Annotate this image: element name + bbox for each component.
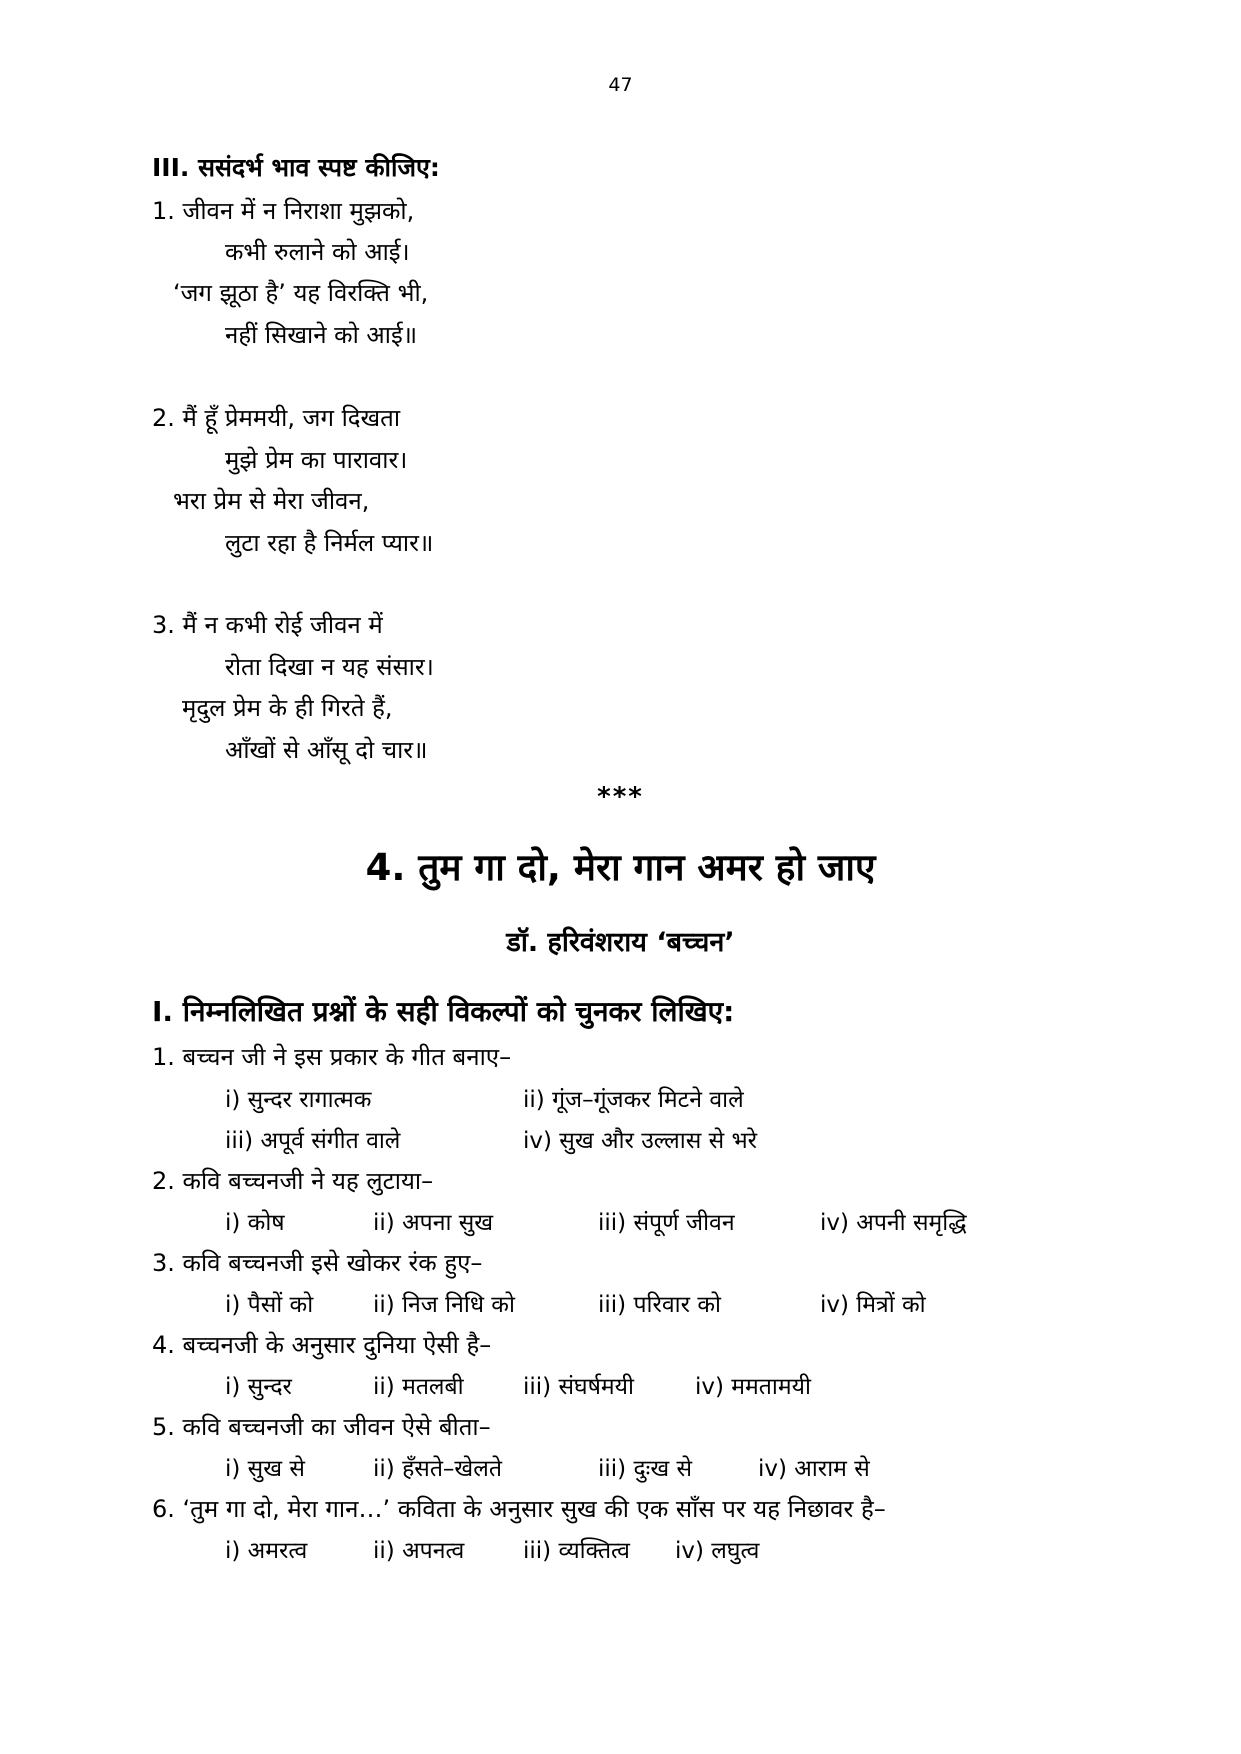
stanza3-line3: मृदुल प्रेम के ही गिरते हैं, (182, 694, 393, 722)
stanza3-line1: 3. मैं न कभी रोई जीवन में (152, 611, 383, 639)
q2-option-1: i) कोष (225, 1210, 285, 1236)
chapter-author: डॉ. हरिवंशराय ‘बच्चन’ (506, 927, 735, 958)
section1-heading: I. निम्नलिखित प्रश्नों के सही विकल्पों को चुनकर लिखिए: (152, 995, 735, 1028)
q1-option-1: i) सुन्दर रागात्मक (225, 1087, 372, 1113)
stanza3-line2: रोता दिखा न यह संसार। (225, 653, 434, 681)
q3-option-1: i) पैसों को (225, 1292, 314, 1318)
q4-option-4: iv) ममतामयी (695, 1374, 811, 1400)
q2-option-4: iv) अपनी समृद्धि (820, 1210, 967, 1236)
q3-option-4: iv) मित्रों को (820, 1292, 926, 1318)
stanza1-line4: नहीं सिखाने को आई॥ (225, 321, 418, 349)
question-5: 5. कवि बच्चनजी का जीवन ऐसे बीता– (152, 1413, 491, 1441)
q3-option-3: iii) परिवार को (598, 1292, 721, 1318)
q1-option-4: iv) सुख और उल्लास से भरे (523, 1128, 758, 1154)
stanza1-line1: 1. जीवन में न निराशा मुझको, (152, 197, 415, 225)
q1-option-2: ii) गूंज–गूंजकर मिटने वाले (523, 1087, 744, 1113)
question-2: 2. कवि बच्चनजी ने यह लुटाया– (152, 1167, 434, 1195)
stanza2-line1: 2. मैं हूँ प्रेममयी, जग दिखता (152, 404, 401, 432)
stanza1-line2: कभी रुलाने को आई। (225, 238, 410, 266)
q4-option-2: ii) मतलबी (373, 1374, 464, 1400)
q6-option-1: i) अमरत्व (225, 1538, 308, 1564)
section3-heading: III. ससंदर्भ भाव स्पष्ट कीजिए: (152, 153, 440, 182)
q5-option-4: iv) आराम से (758, 1456, 870, 1482)
q5-option-3: iii) दुःख से (598, 1456, 692, 1482)
q6-option-4: iv) लघुत्व (675, 1538, 760, 1564)
q5-option-2: ii) हँसते–खेलते (373, 1456, 502, 1482)
q4-option-3: iii) संघर्षमयी (523, 1374, 634, 1400)
stanza3-line4: आँखों से आँसू दो चार॥ (225, 736, 428, 764)
q6-option-2: ii) अपनत्व (373, 1538, 465, 1564)
q5-option-1: i) सुख से (225, 1456, 305, 1482)
question-3: 3. कवि बच्चनजी इसे खोकर रंक हुए– (152, 1249, 483, 1277)
q6-option-3: iii) व्यक्तित्व (523, 1538, 630, 1564)
q4-option-1: i) सुन्दर (225, 1374, 292, 1400)
question-6: 6. ‘तुम गा दो, मेरा गान…’ कविता के अनुसार सुख की एक साँस पर यह निछावर है– (152, 1495, 886, 1523)
stanza2-line4: लुटा रहा है निर्मल प्यार॥ (225, 529, 434, 557)
chapter-title: 4. तुम गा दो, मेरा गान अमर हो जाए (365, 846, 876, 889)
stanza1-line3: ‘जग झूठा है’ यह विरक्ति भी, (173, 279, 429, 307)
q1-option-3: iii) अपूर्व संगीत वाले (225, 1128, 401, 1154)
separator-stars: *** (597, 782, 644, 812)
question-1: 1. बच्चन जी ने इस प्रकार के गीत बनाए– (152, 1043, 512, 1071)
q2-option-3: iii) संपूर्ण जीवन (598, 1210, 735, 1236)
page-number: 47 (608, 74, 633, 96)
question-4: 4. बच्चनजी के अनुसार दुनिया ऐसी है– (152, 1331, 492, 1359)
q3-option-2: ii) निज निधि को (373, 1292, 515, 1318)
stanza2-line2: मुझे प्रेम का पारावार। (225, 446, 408, 474)
q2-option-2: ii) अपना सुख (373, 1210, 494, 1236)
stanza2-line3: भरा प्रेम से मेरा जीवन, (173, 487, 370, 515)
